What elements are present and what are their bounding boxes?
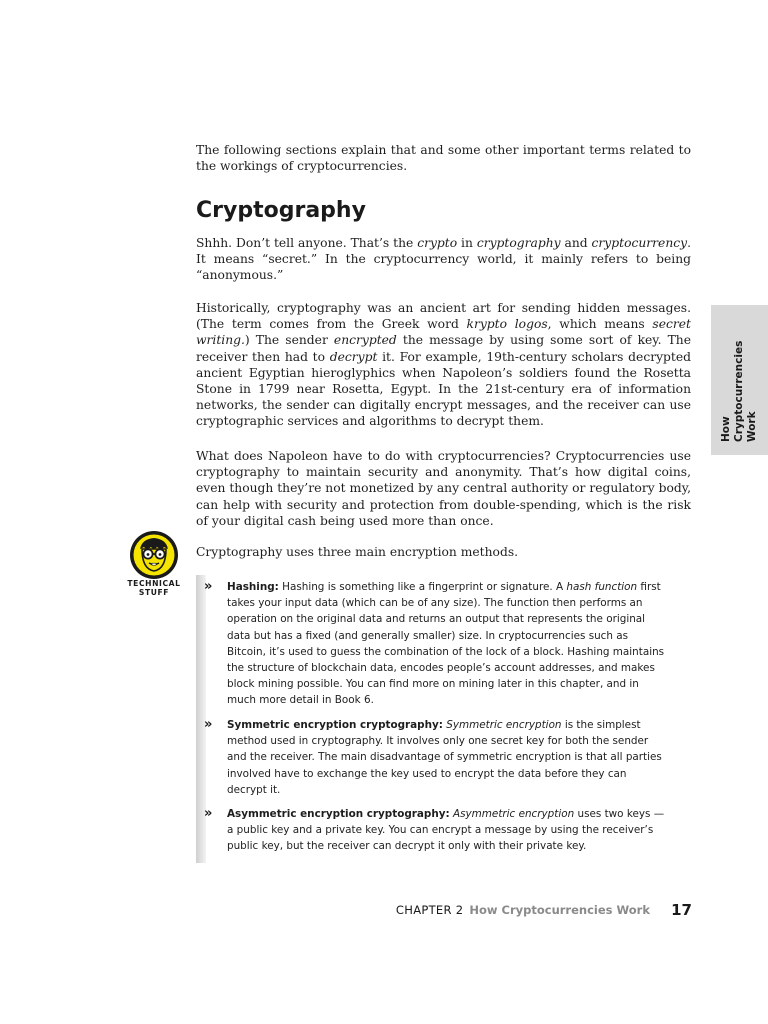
technical-stuff-label: TECHNICAL STUFF bbox=[127, 579, 181, 597]
chevron-bullet-icon: » bbox=[204, 806, 213, 821]
section-heading: Cryptography bbox=[196, 198, 366, 223]
chapter-side-tab bbox=[711, 305, 768, 455]
technical-stuff-icon bbox=[128, 529, 180, 581]
footer-chapter-title: How Cryptocurrencies Work bbox=[469, 903, 650, 917]
chevron-bullet-icon: » bbox=[204, 579, 213, 594]
paragraph-methods-intro: Cryptography uses three main encryption methods. bbox=[196, 545, 519, 559]
footer-chapter: CHAPTER 2 bbox=[395, 903, 464, 917]
chevron-bullet-icon: » bbox=[204, 717, 213, 732]
page-number: 17 bbox=[671, 901, 692, 919]
paragraph-history: Historically, cryptography was an ancient art for sending hidden messages. (The term comes from the Greek word krypto logos, which means secret writing.) The sender encrypted the message by using some sort of key. The receiver then had to decrypt it. For example, 19th-century scholars decrypted ancient Egyptian hieroglyphics when Napoleon’s soldiers found the Rosetta Stone in 1799 near Rosetta, Egypt. In the 21st-century era of information networks, the sender can digitally encrypt messages, and the receiver can use cryptographic services and algorithms to decrypt them. bbox=[196, 301, 691, 429]
paragraph-crypto-meaning: Shhh. Don’t tell anyone. That’s the crypto in cryptography and cryptocurrency. It means “secret.” In the cryptocurrency world, it mainly refers to being “anonymous.” bbox=[196, 236, 691, 283]
paragraph-napoleon: What does Napoleon have to do with cryptocurrencies? Cryptocurrencies use cryptography to maintain security and anonymity. That’s how digital coins, even though they’re not monetized by any central authority or regulatory body, can help with security and protection from double-spending, which is the risk of your digital cash being used more than once. bbox=[196, 449, 692, 528]
running-footer bbox=[396, 902, 650, 918]
side-tab-label: How Cryptocurrencies Work bbox=[720, 340, 758, 442]
page-footer bbox=[380, 900, 692, 920]
intro-paragraph: The following sections explain that and some other important terms related to the workings of cryptocurrencies. bbox=[196, 143, 691, 174]
